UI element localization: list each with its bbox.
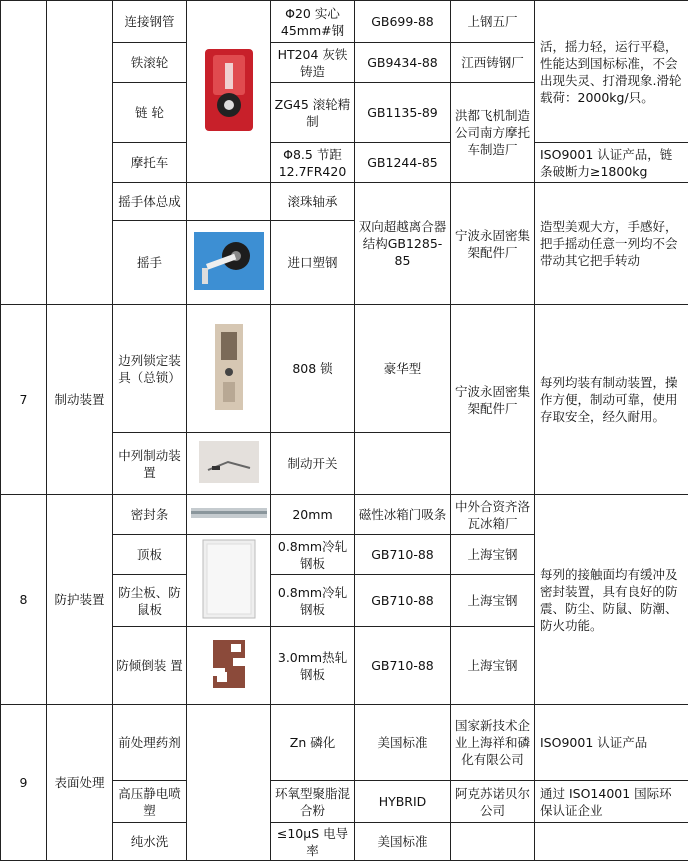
spec-cell: 制动开关 bbox=[271, 433, 355, 495]
seal-strip-photo bbox=[190, 505, 268, 521]
spec-cell: ZG45 滚轮精制 bbox=[271, 83, 355, 143]
maker-cell: 上海宝钢 bbox=[451, 575, 535, 627]
std-cell: GB1135-89 bbox=[355, 83, 451, 143]
sec9-name-cell: 表面处理 bbox=[47, 705, 113, 861]
maker-cell: 宁波永固密集架配件厂 bbox=[451, 183, 535, 305]
top-panel-photo bbox=[201, 538, 257, 620]
note-cell: ISO9001 认证产品 bbox=[535, 705, 688, 781]
spec-cell: Φ8.5 节距12.7FR420 bbox=[271, 143, 355, 183]
spec-cell: 3.0mm热轧钢板 bbox=[271, 627, 355, 705]
lock-photo bbox=[209, 322, 249, 412]
std-cell: GB9434-88 bbox=[355, 43, 451, 83]
part-cell: 前处理药剂 bbox=[113, 705, 187, 781]
maker-cell: 洪都飞机制造公司南方摩托车制造厂 bbox=[451, 83, 535, 183]
maker-cell: 国家新技术企业上海祥和磷化有限公司 bbox=[451, 705, 535, 781]
rail-sprocket-photo bbox=[199, 45, 259, 135]
sec9-no-cell: 9 bbox=[1, 705, 47, 861]
note-cell: ISO9001 认证产品，链条破断力≥1800kg bbox=[535, 143, 688, 183]
spec-cell: Zn 磷化 bbox=[271, 705, 355, 781]
part-cell: 防尘板、防鼠板 bbox=[113, 575, 187, 627]
sec7-name-cell: 制动装置 bbox=[47, 305, 113, 495]
part-cell: 摩托车 bbox=[113, 143, 187, 183]
spec-cell: 0.8mm冷轧钢板 bbox=[271, 535, 355, 575]
note-cell: 活，摇力轻，运行平稳，性能达到国标标准，不会出现失灵、打滑现象.滑轮载荷：2000kg/只。 bbox=[535, 1, 688, 143]
part-cell: 高压静电喷塑 bbox=[113, 781, 187, 823]
spec-cell: 环氧型聚脂混合粉 bbox=[271, 781, 355, 823]
sec6-no-cell bbox=[1, 1, 47, 305]
part-cell: 边列锁定装具（总锁） bbox=[113, 305, 187, 433]
maker-cell: 上钢五厂 bbox=[451, 1, 535, 43]
part-cell: 摇手 bbox=[113, 221, 187, 305]
anti-tip-bracket-photo bbox=[207, 636, 251, 692]
std-cell: GB710-88 bbox=[355, 535, 451, 575]
part-cell: 密封条 bbox=[113, 495, 187, 535]
part-cell: 防倾倒装 置 bbox=[113, 627, 187, 705]
brake-switch-photo bbox=[198, 440, 260, 484]
sec8-no-cell: 8 bbox=[1, 495, 47, 705]
maker-cell: 江西铸钢厂 bbox=[451, 43, 535, 83]
spec-cell: 0.8mm冷轧钢板 bbox=[271, 575, 355, 627]
note-cell: 每列的接触面均有缓冲及密封装置，具有良好的防震、防尘、防鼠、防潮、防火功能。 bbox=[535, 495, 688, 705]
part-cell: 纯水洗 bbox=[113, 823, 187, 861]
empty-photo-cell bbox=[187, 705, 271, 861]
anti-tip-photo-cell bbox=[187, 627, 271, 705]
part-cell: 顶板 bbox=[113, 535, 187, 575]
std-cell: GB699-88 bbox=[355, 1, 451, 43]
std-cell: 磁性冰箱门吸条 bbox=[355, 495, 451, 535]
crank-handle-photo bbox=[192, 230, 266, 292]
maker-cell: 宁波永固密集架配件厂 bbox=[451, 305, 535, 495]
maker-cell: 阿克苏诺贝尔公司 bbox=[451, 781, 535, 823]
std-cell: 美国标准 bbox=[355, 705, 451, 781]
seal-strip-photo-cell bbox=[187, 495, 271, 535]
part-cell: 铁滚轮 bbox=[113, 43, 187, 83]
part-cell: 摇手体总成 bbox=[113, 183, 187, 221]
spec-cell: 20mm bbox=[271, 495, 355, 535]
maker-cell: 上海宝钢 bbox=[451, 535, 535, 575]
sec6-name-cell bbox=[47, 1, 113, 305]
crank-photo-cell bbox=[187, 221, 271, 305]
std-cell: GB710-88 bbox=[355, 627, 451, 705]
spec-cell: 进口塑钢 bbox=[271, 221, 355, 305]
spec-cell: HT204 灰铁铸造 bbox=[271, 43, 355, 83]
part-cell: 连接钢管 bbox=[113, 1, 187, 43]
note-cell: 通过 ISO14001 国际环保认证企业 bbox=[535, 781, 688, 823]
brake-switch-photo-cell bbox=[187, 433, 271, 495]
note-cell bbox=[535, 823, 688, 861]
part-cell: 链 轮 bbox=[113, 83, 187, 143]
maker-cell: 中外合资齐洛瓦冰箱厂 bbox=[451, 495, 535, 535]
std-cell bbox=[355, 433, 451, 495]
sec8-name-cell: 防护装置 bbox=[47, 495, 113, 705]
std-cell: GB1244-85 bbox=[355, 143, 451, 183]
sec7-no-cell: 7 bbox=[1, 305, 47, 495]
note-cell: 每列均装有制动装置，操作方便，制动可靠，使用存取安全，经久耐用。 bbox=[535, 305, 688, 495]
std-cell: GB710-88 bbox=[355, 575, 451, 627]
std-cell: 豪华型 bbox=[355, 305, 451, 433]
std-cell: HYBRID bbox=[355, 781, 451, 823]
spec-cell: 滚珠轴承 bbox=[271, 183, 355, 221]
top-panel-photo-cell bbox=[187, 535, 271, 627]
spec-cell: 808 锁 bbox=[271, 305, 355, 433]
maker-cell: 上海宝钢 bbox=[451, 627, 535, 705]
note-cell: 造型美观大方，手感好，把手摇动任意一列均不会带动其它把手转动 bbox=[535, 183, 688, 305]
spec-cell: Φ20 实心45mm#钢 bbox=[271, 1, 355, 43]
rail-photo-cell bbox=[187, 1, 271, 183]
part-cell: 中列制动装置 bbox=[113, 433, 187, 495]
maker-cell bbox=[451, 823, 535, 861]
spec-cell: ≤10μS 电导率 bbox=[271, 823, 355, 861]
std-cell: 美国标准 bbox=[355, 823, 451, 861]
std-cell: 双向超越离合器结构GB1285-85 bbox=[355, 183, 451, 305]
empty-photo-cell bbox=[187, 183, 271, 221]
lock-photo-cell bbox=[187, 305, 271, 433]
